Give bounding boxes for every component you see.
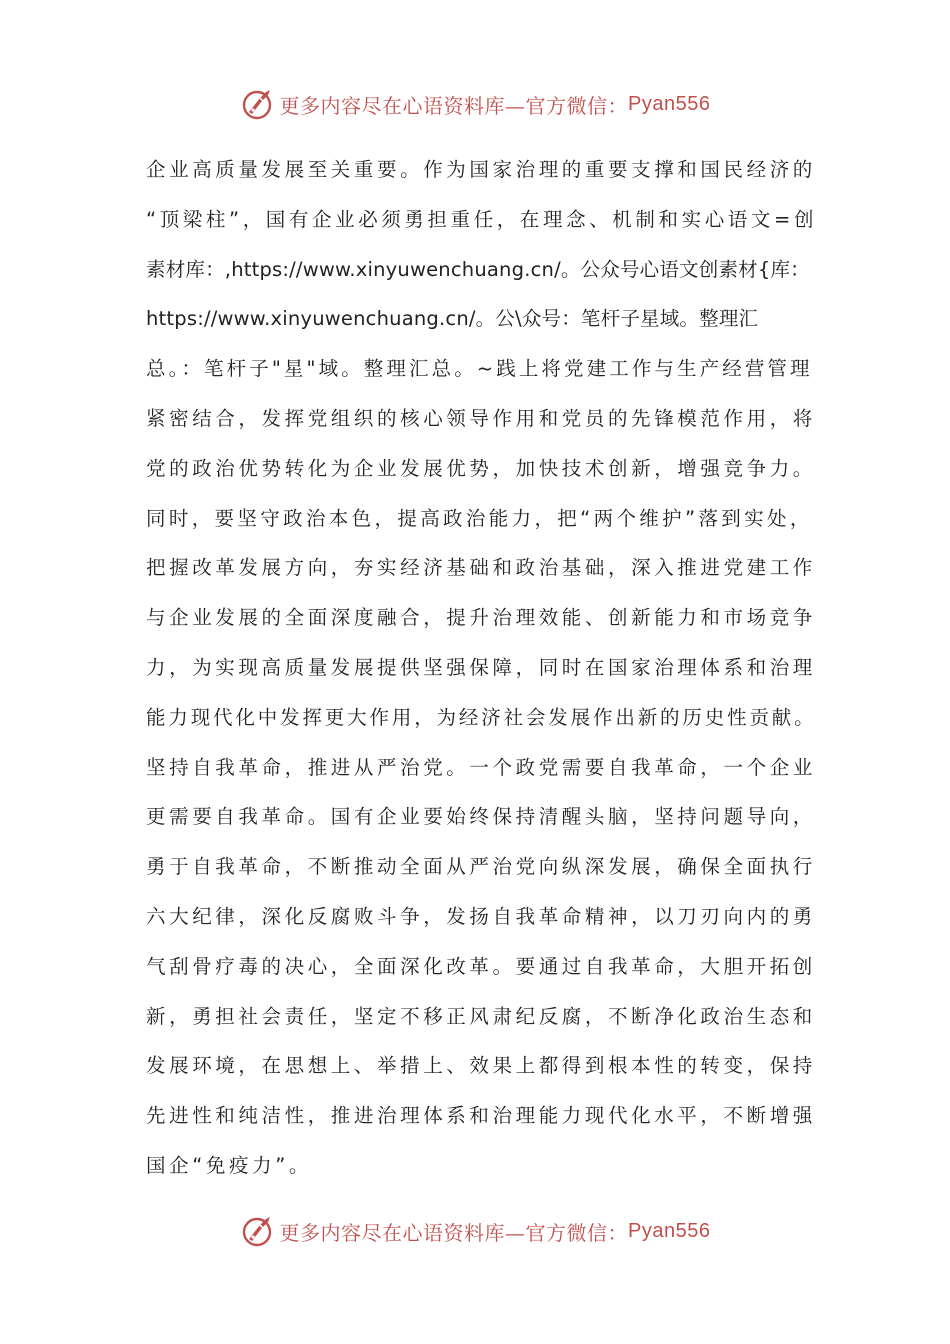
footer-wechat-id: Pyan556 — [628, 1219, 711, 1242]
body-line: 素材库：,https://www.xinyuwenchuang.cn/。公众号心语文创素材{库： — [146, 257, 810, 281]
body-line: 党的政治优势转化为企业发展优势，加快技术创新，增强竞争力。 — [146, 456, 816, 480]
header-banner — [0, 84, 950, 124]
footer-banner-text: 更多内容尽在心语资料库—官方微信： — [279, 1220, 629, 1245]
body-line: “顶梁柱”，国有企业必须勇担重任，在理念、机制和实心语文=创 — [146, 207, 818, 231]
pen-nib-circle-icon — [240, 86, 276, 122]
body-line: 新，勇担社会责任，坚定不移正风肃纪反腐，不断净化政治生态和 — [146, 1004, 816, 1028]
body-line: 坚持自我革命，推进从严治党。一个政党需要自我革命，一个企业 — [146, 755, 816, 779]
body-line: 同时，要坚守政治本色，提高政治能力，把“两个维护”落到实处， — [146, 506, 813, 530]
footer-banner — [0, 1211, 950, 1251]
body-line: https://www.xinyuwenchuang.cn/。公\众号：笔杆子星域。整理汇 — [146, 307, 759, 331]
pen-nib-circle-icon — [240, 1213, 276, 1249]
body-line: 总。：笔杆子"星"域。整理汇总。~践上将党建工作与生产经营管理 — [146, 357, 813, 381]
body-line: 先进性和纯洁性，推进治理体系和治理能力现代化水平，不断增强 — [146, 1104, 816, 1128]
body-line: 与企业发展的全面深度融合，提升治理效能、创新能力和市场竞争 — [146, 606, 816, 630]
article-body — [146, 145, 816, 1191]
body-line: 把握改革发展方向，夯实经济基础和政治基础，深入推进党建工作 — [146, 556, 816, 580]
body-line: 气刮骨疗毒的决心，全面深化改革。要通过自我革命，大胆开拓创 — [146, 954, 816, 978]
header-banner-text: 更多内容尽在心语资料库—官方微信： — [279, 93, 629, 118]
body-line: 更需要自我革命。国有企业要始终保持清醒头脑，坚持问题导向， — [146, 805, 816, 829]
header-wechat-id: Pyan556 — [628, 92, 711, 115]
body-line: 勇于自我革命，不断推动全面从严治党向纵深发展，确保全面执行 — [146, 855, 816, 879]
body-line: 力，为实现高质量发展提供坚强保障，同时在国家治理体系和治理 — [146, 655, 816, 679]
body-line: 企业高质量发展至关重要。作为国家治理的重要支撑和国民经济的 — [146, 158, 816, 181]
body-line: 紧密结合，发挥党组织的核心领导作用和党员的先锋模范作用，将 — [146, 406, 816, 430]
body-line: 能力现代化中发挥更大作用，为经济社会发展作出新的历史性贡献。 — [146, 705, 817, 729]
body-line: 六大纪律，深化反腐败斗争，发扬自我革命精神，以刀刃向内的勇 — [146, 904, 816, 928]
body-line: 国企“免疫力”。 — [146, 1153, 313, 1177]
body-line: 发展环境，在思想上、举措上、效果上都得到根本性的转变，保持 — [146, 1054, 816, 1078]
